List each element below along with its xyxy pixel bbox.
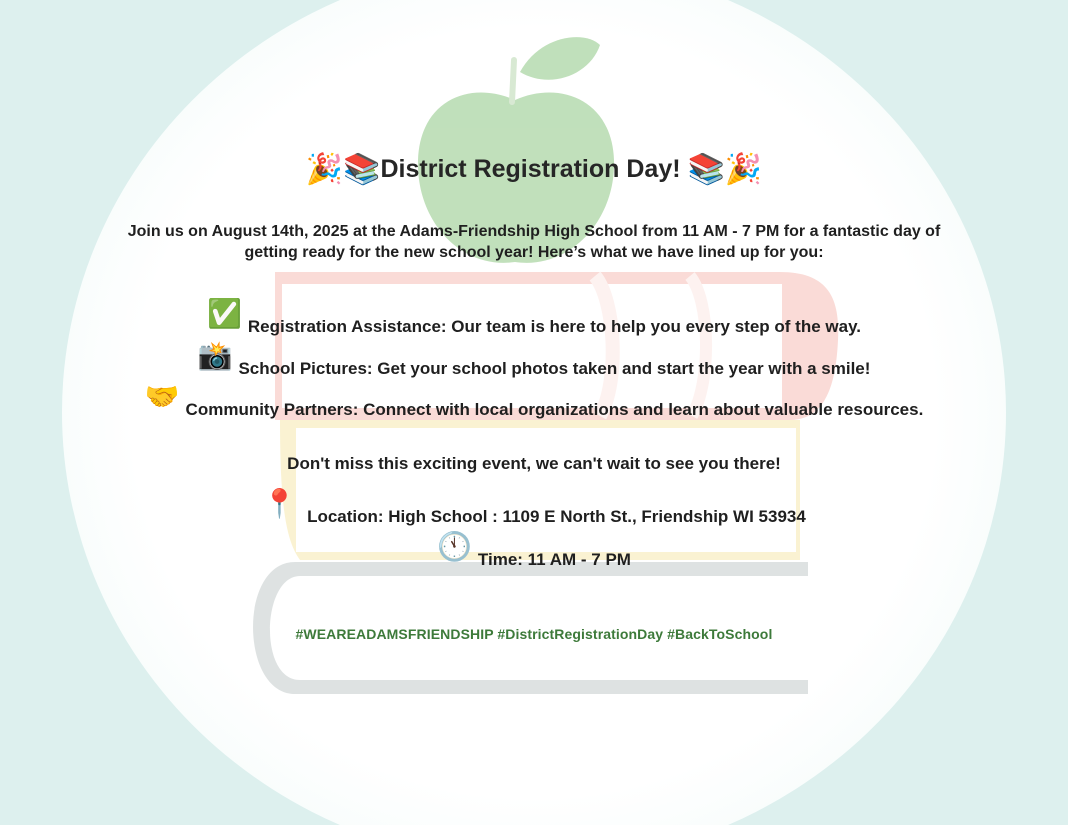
location-line: [0, 488, 1068, 529]
location-text: Location: High School : 1109 E North St., Friendship WI 53934: [307, 507, 806, 526]
title-text: District Registration Day!: [380, 155, 681, 183]
list-item-text: School Pictures: Get your school photos taken and start the year with a smile!: [238, 359, 871, 378]
intro-line-1: Join us on August 14th, 2025 at the Adams-Friendship High School from 11 AM - 7 PM for a fantastic day of: [127, 223, 941, 240]
clock-icon: 🕚: [437, 531, 472, 562]
intro-line-2: getting ready for the new school year! Here’s what we have lined up for you:: [244, 244, 824, 261]
closing-text: Don't miss this exciting event, we can't wait to see you there!: [287, 454, 781, 473]
camera-flash-icon: 📸: [197, 340, 233, 371]
list-item-text: Registration Assistance: Our team is here to help you every step of the way.: [247, 317, 861, 336]
pin-icon: 📍: [262, 488, 298, 519]
page-title: [0, 152, 1068, 187]
party-books-icon: 🎉📚: [305, 153, 381, 186]
time-text: Time: 11 AM - 7 PM: [477, 550, 631, 569]
check-mark-icon: ✅: [207, 298, 242, 329]
list-item-pictures: [0, 340, 1068, 381]
list-item-text: Community Partners: Connect with local organizations and learn about valuable resources.: [185, 400, 924, 419]
list-item-partners: [0, 381, 1068, 422]
list-item-registration: [0, 298, 1068, 339]
books-party-icon: 📚🎉: [687, 153, 763, 186]
intro-paragraph: [0, 221, 1068, 263]
handshake-icon: 🤝: [144, 381, 180, 412]
hashtags: #WEAREADAMSFRIENDSHIP #DistrictRegistrationDay #BackToSchool: [295, 626, 773, 642]
time-line: [0, 531, 1068, 572]
